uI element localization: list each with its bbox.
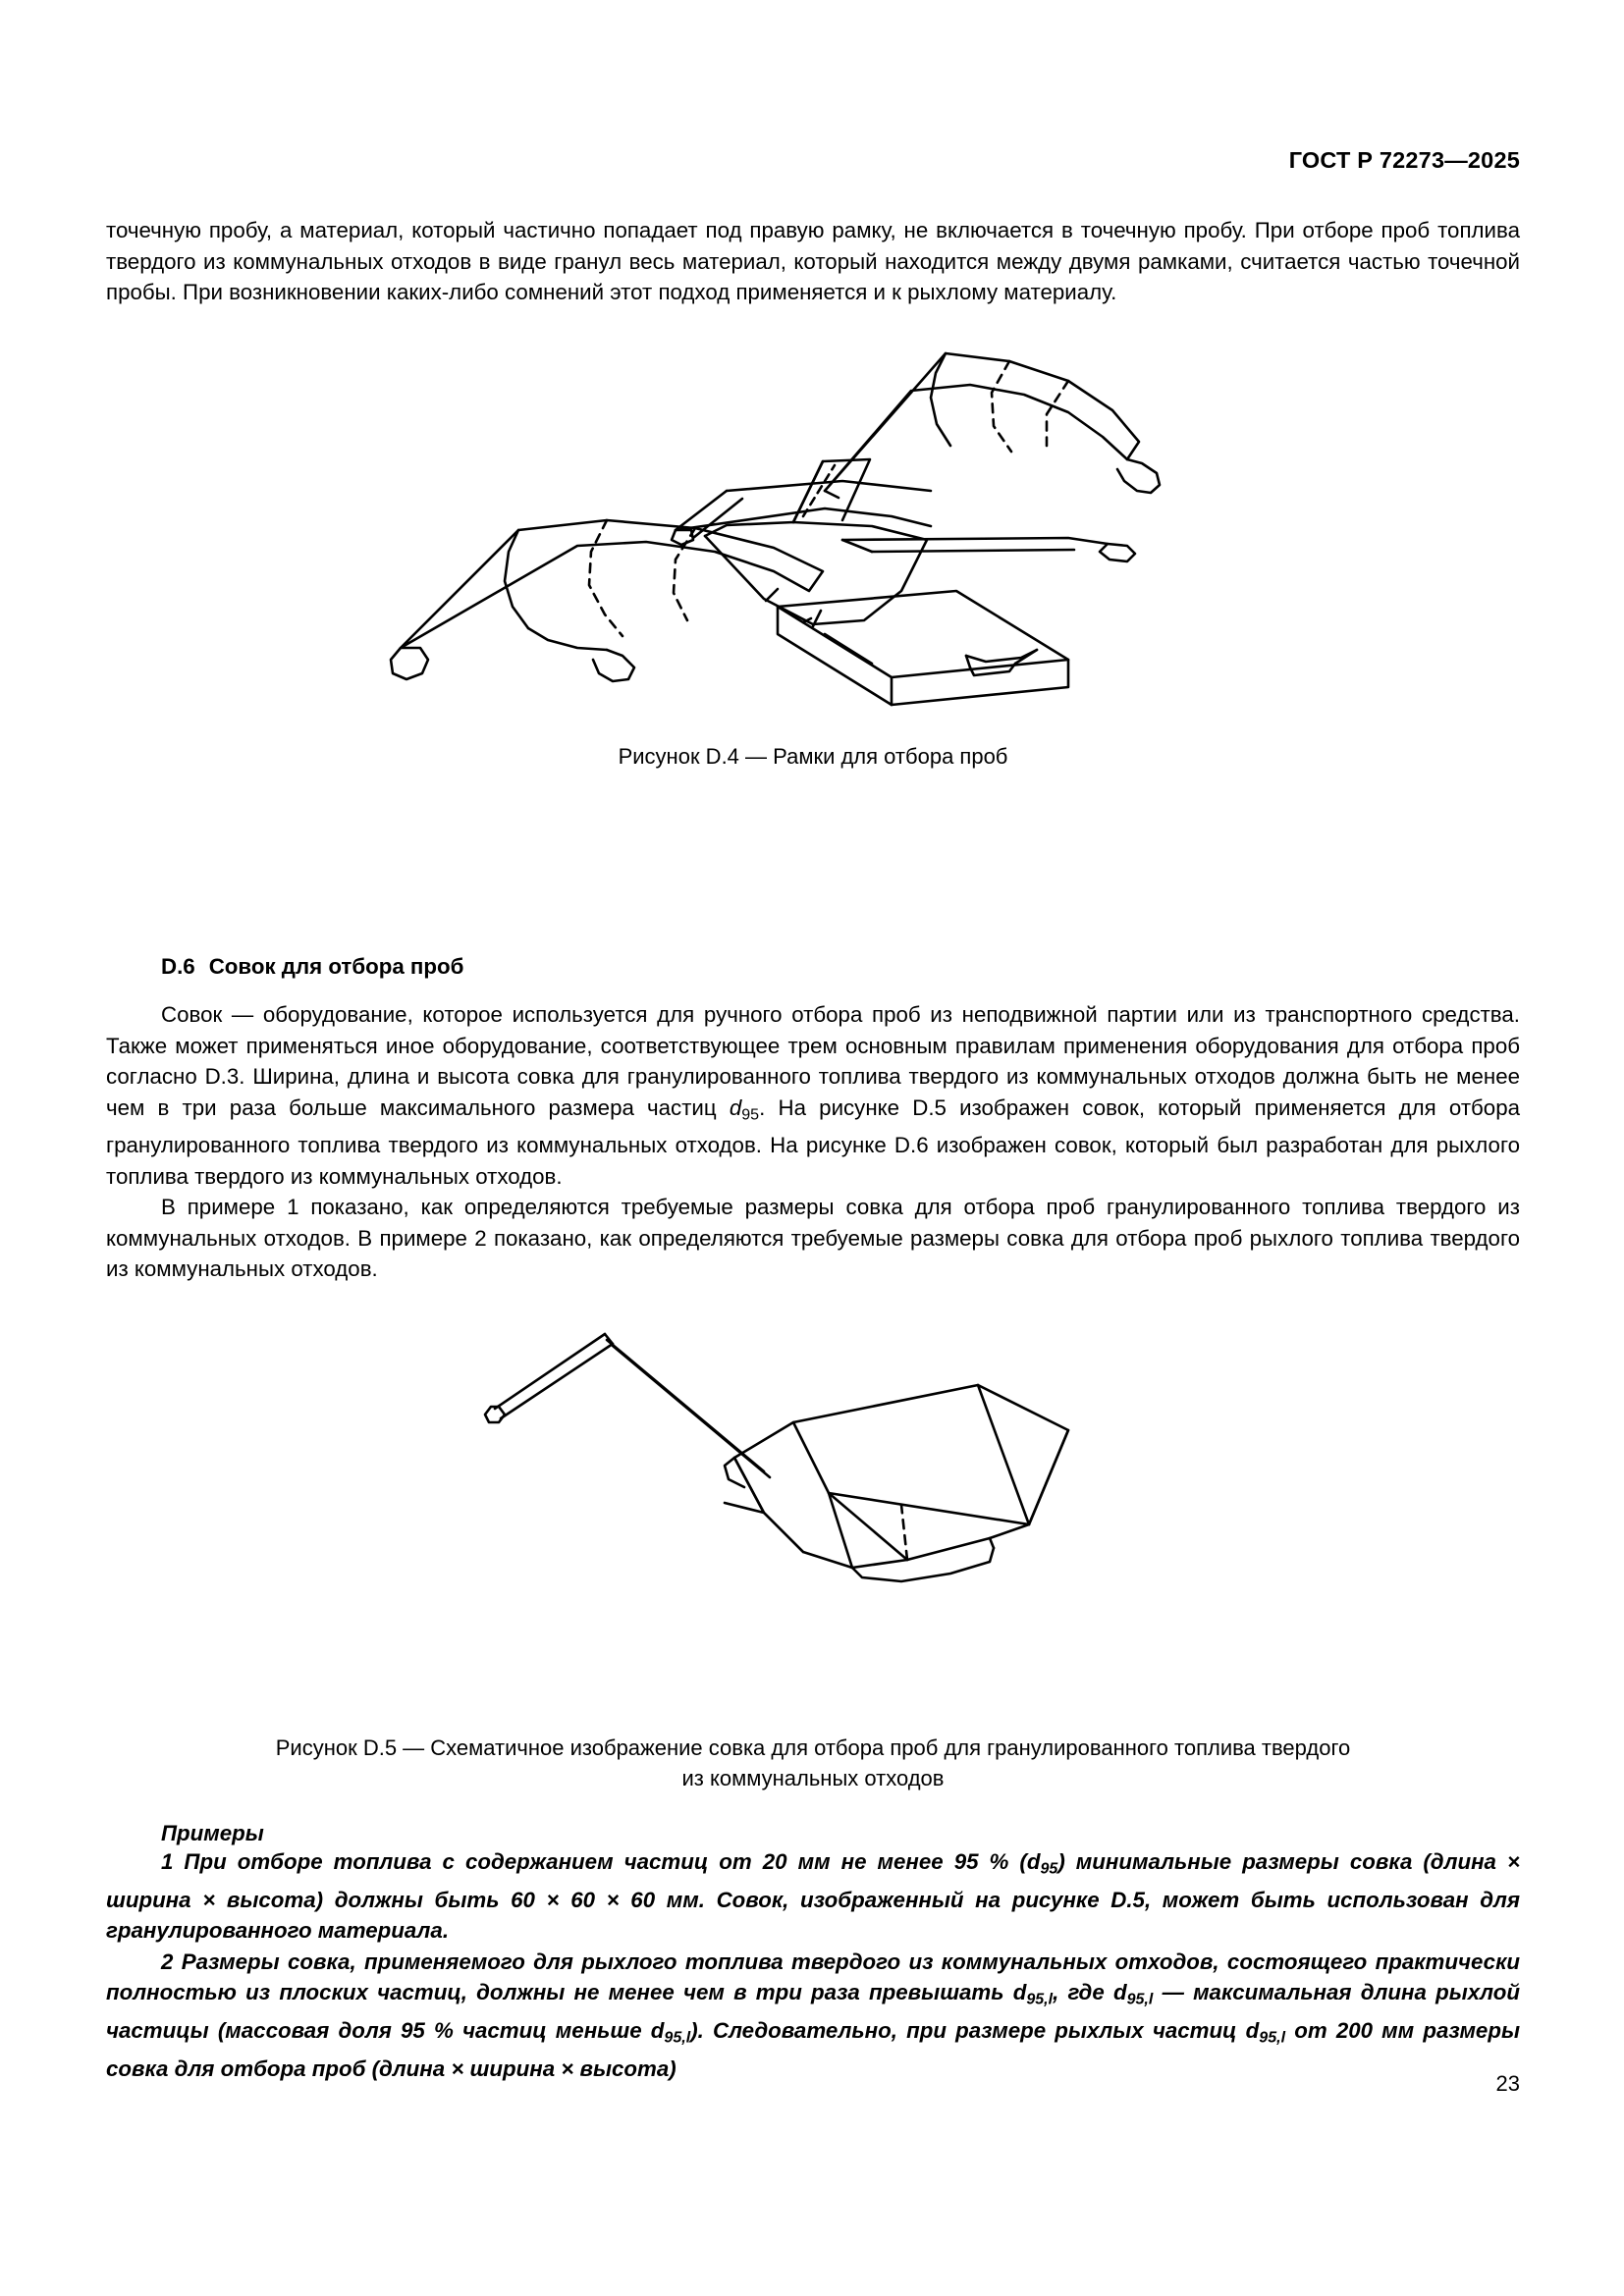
section-paragraph-1: Совок — оборудование, которое используется для ручного отбора проб из неподвижной партии или из транспортного средства. Также может применяться иное оборудование, соответствующее трем основным правилам применения оборудования для отбора проб согласно D.3. Ширина, длина и высота совка для гранулированного топлива твердого из коммунальных отходов должна быть не менее чем в три раза больше максимального размера частиц $d_{95}$. На рисунке D.5 изображен совок, который применяется для отбора гранулированного топлива твердого из коммунальных отходов. На рисунке D.6 изображен совок, который был разработан для рыхлого топлива твердого из коммунальных отходов. <box>106 1002 1521 1189</box>
figure-d5-caption-line2: из коммунальных отходов <box>681 1766 945 1790</box>
example-item-2: 2 Размеры совка, применяемого для рыхлого топлива твердого из коммунальных отходов, состоящего практически полностью из плоских частиц, должны не менее чем в три раза превышать $d_{95,l}$, где $d_{95,l}$ — максимальная длина рыхлой частицы (массовая доля 95 % частиц меньше $d_{95,l}$). Следовательно, при размере рыхлых частиц $d_{95,l}$ от 200 мм размеры совка для отбора проб (длина × ширина × высота) <box>106 1949 1520 2082</box>
figure-d5-illustration <box>440 1320 1186 1625</box>
section-paragraph-2: В примере 1 показано, как определяются требуемые размеры совка для отбора проб гранулированного топлива твердого из коммунальных отходов. В примере 2 показано, как определяются требуемые размеры совка для отбора проб рыхлого топлива твердого из коммунальных отходов. <box>106 1195 1520 1282</box>
figure-d5-caption-line1: Рисунок D.5 — Схематичное изображение совка для отбора проб для гранулированного топлива твердого <box>275 1735 1351 1760</box>
page-number: 23 <box>1495 2071 1520 2096</box>
section-body <box>106 999 1520 1285</box>
figure-d4 <box>106 344 1520 772</box>
examples-block <box>106 1821 1520 2085</box>
section-number: D.6 <box>161 954 195 979</box>
figure-d4-illustration <box>381 344 1245 736</box>
section-heading-d6 <box>161 954 463 980</box>
intro-text-block <box>106 215 1520 308</box>
figure-d4-caption: Рисунок D.4 — Рамки для отбора проб <box>618 744 1008 769</box>
figure-d5-caption <box>106 1733 1520 1793</box>
page-content <box>106 0 1520 2296</box>
section-title-text: Совок для отбора проб <box>208 954 464 979</box>
intro-paragraph: точечную пробу, а материал, который частично попадает под правую рамку, не включается в точечную пробу. При отборе проб топлива твердого из коммунальных отходов в виде гранул весь материал, который находится между двумя рамками, считается частью точечной пробы. При возникновении каких-либо сомнений этот подход применяется и к рыхлому материалу. <box>106 218 1520 304</box>
examples-title: Примеры <box>161 1821 264 1845</box>
page-header: ГОСТ Р 72273—2025 <box>1288 147 1520 173</box>
example-item-1: 1 При отборе топлива с содержанием частиц от 20 мм не менее 95 % $(d_{95})$ минимальные размеры совка (длина × ширина × высота) должны быть 60 × 60 × 60 мм. Совок, изображенный на рисунке D.5, может быть использован для гранулированного материала. <box>106 1849 1520 1944</box>
figure-d5 <box>106 1320 1520 1625</box>
